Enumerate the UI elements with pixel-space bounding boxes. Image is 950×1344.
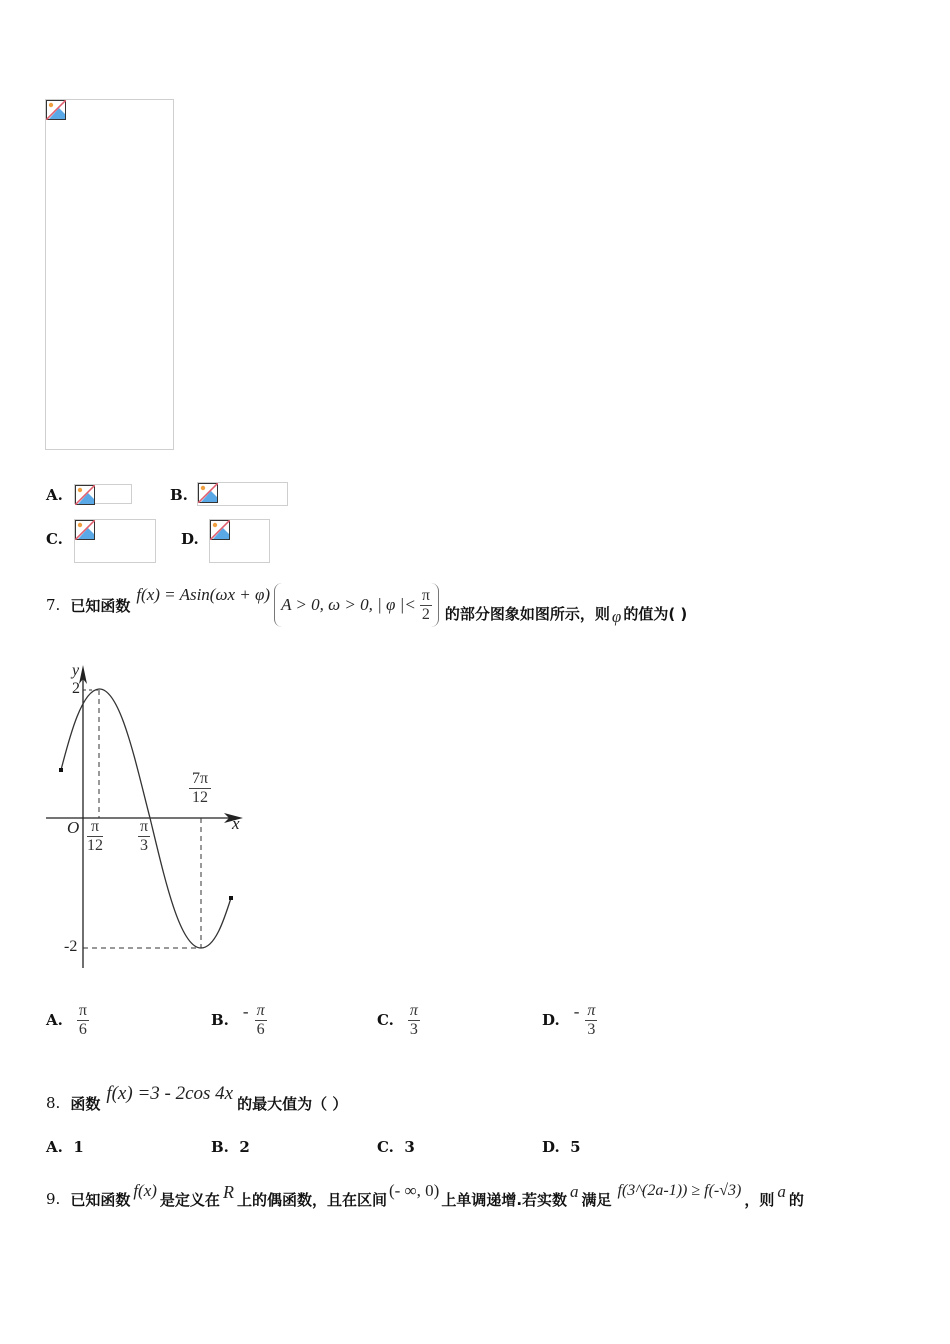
frac-num: π <box>421 586 430 604</box>
q9-a: a <box>570 1182 579 1201</box>
option-value: 2 <box>239 1138 250 1156</box>
q7-number: 7. <box>46 596 61 614</box>
q7-formula: f(x) = Asin(ωx + φ) <box>136 585 271 604</box>
q9-stem <box>46 1176 804 1210</box>
q9-inequality: f(3^(2a-1)) ≥ f(-√3) <box>617 1182 742 1199</box>
graph-y-min-label: -2 <box>64 938 78 955</box>
q6-option-d-image[interactable] <box>209 519 270 563</box>
q7-var: φ <box>611 607 622 626</box>
q8-option-c[interactable] <box>377 1138 415 1156</box>
q9-text-1: 已知函数 <box>70 1190 131 1209</box>
option-letter: A. <box>46 1011 63 1029</box>
q6-option-c-label: C. <box>46 530 63 548</box>
q6-option-b-label: B. <box>170 486 188 504</box>
option-value: 3 <box>404 1138 415 1156</box>
q6-figure-image <box>45 99 174 450</box>
q9-text-4: 上单调递增.若实数 <box>441 1190 568 1209</box>
frac-num: π <box>409 1001 418 1019</box>
q7-option-b[interactable] <box>211 1000 267 1040</box>
broken-image-icon <box>46 100 66 120</box>
q9-text-2: 是定义在 <box>159 1190 220 1209</box>
frac-den: 6 <box>78 1020 87 1038</box>
q9-text-7: 的 <box>788 1190 804 1209</box>
q8-number: 8. <box>46 1094 61 1112</box>
graph-y-label: y <box>72 662 80 679</box>
q8-option-a[interactable] <box>46 1138 84 1156</box>
q8-suffix: 的最大值为（ ） <box>237 1094 348 1113</box>
q6-option-d-label: D. <box>181 530 199 548</box>
q7-stem <box>46 583 687 627</box>
broken-image-icon <box>75 485 95 505</box>
option-frac <box>77 1002 89 1038</box>
option-letter: B. <box>211 1011 229 1029</box>
option-letter: D. <box>542 1011 560 1029</box>
option-letter: D. <box>542 1138 560 1156</box>
option-letter: A. <box>46 1138 63 1156</box>
frac-den: 12 <box>87 836 104 854</box>
q8-option-d[interactable] <box>542 1138 581 1156</box>
frac-num: 7π <box>189 770 211 789</box>
graph-tick-pi-12 <box>87 818 103 854</box>
option-sign: - <box>573 1002 580 1021</box>
broken-image-icon <box>75 520 95 540</box>
option-letter: C. <box>377 1011 394 1029</box>
q8-stem <box>46 1080 347 1114</box>
option-frac <box>585 1002 597 1038</box>
q8-option-b[interactable] <box>211 1138 250 1156</box>
frac-den: 2 <box>421 605 430 623</box>
q9-R: R <box>222 1181 234 1202</box>
frac-den: 12 <box>192 788 209 806</box>
option-letter: C. <box>377 1138 394 1156</box>
frac-num: π <box>587 1001 596 1019</box>
frac-num: π <box>140 818 149 835</box>
graph-origin-label: O <box>67 818 80 837</box>
q9-fx: f(x) <box>133 1181 157 1200</box>
graph-tick-7pi-12 <box>189 770 211 806</box>
q9-text-5: 满足 <box>581 1190 612 1209</box>
frac-num: π <box>256 1001 265 1019</box>
q7-condition-frac <box>420 587 432 623</box>
q6-option-b-image[interactable] <box>197 482 288 506</box>
q7-option-c[interactable] <box>377 1000 420 1040</box>
q9-a-2: a <box>777 1182 786 1201</box>
q9-interval: (- ∞, 0) <box>388 1181 440 1200</box>
option-sign: - <box>242 1002 249 1021</box>
q7-option-d[interactable] <box>542 1000 597 1040</box>
q7-condition-text: A > 0, ω > 0, | φ |< <box>281 595 416 614</box>
option-value: 1 <box>73 1138 84 1156</box>
broken-image-icon <box>210 520 230 540</box>
q7-suffix: 的部分图象如图所示，则 <box>444 604 610 623</box>
frac-den: 6 <box>256 1020 265 1038</box>
q9-number: 9. <box>46 1190 61 1208</box>
option-frac <box>408 1002 420 1038</box>
graph-tick-pi-3 <box>138 818 150 854</box>
frac-den: 3 <box>409 1020 418 1038</box>
q7-suffix2: 的值为( ) <box>623 604 688 623</box>
q6-option-a-image[interactable] <box>74 484 132 504</box>
q6-option-c-image[interactable] <box>74 519 156 563</box>
frac-num: π <box>78 1001 87 1019</box>
q8-options <box>46 1138 646 1160</box>
q7-condition <box>274 583 439 627</box>
graph-x-label: x <box>232 814 240 833</box>
q8-prefix: 函数 <box>70 1094 101 1113</box>
q6-option-a-label: A. <box>46 486 63 504</box>
option-frac <box>255 1002 267 1038</box>
q9-text-3: 上的偶函数，且在区间 <box>236 1190 387 1209</box>
broken-image-icon <box>198 483 218 503</box>
graph-y-max-label: 2 <box>72 680 80 697</box>
frac-den: 3 <box>587 1020 596 1038</box>
option-value: 5 <box>570 1138 581 1156</box>
q9-text-6: ，则 <box>744 1190 775 1209</box>
frac-den: 3 <box>140 836 149 854</box>
q7-option-a[interactable] <box>46 1000 89 1040</box>
q8-formula: f(x) =3 - 2cos 4x <box>106 1083 234 1104</box>
frac-num: π <box>87 818 103 837</box>
q7-prefix: 已知函数 <box>70 596 131 615</box>
option-letter: B. <box>211 1138 229 1156</box>
